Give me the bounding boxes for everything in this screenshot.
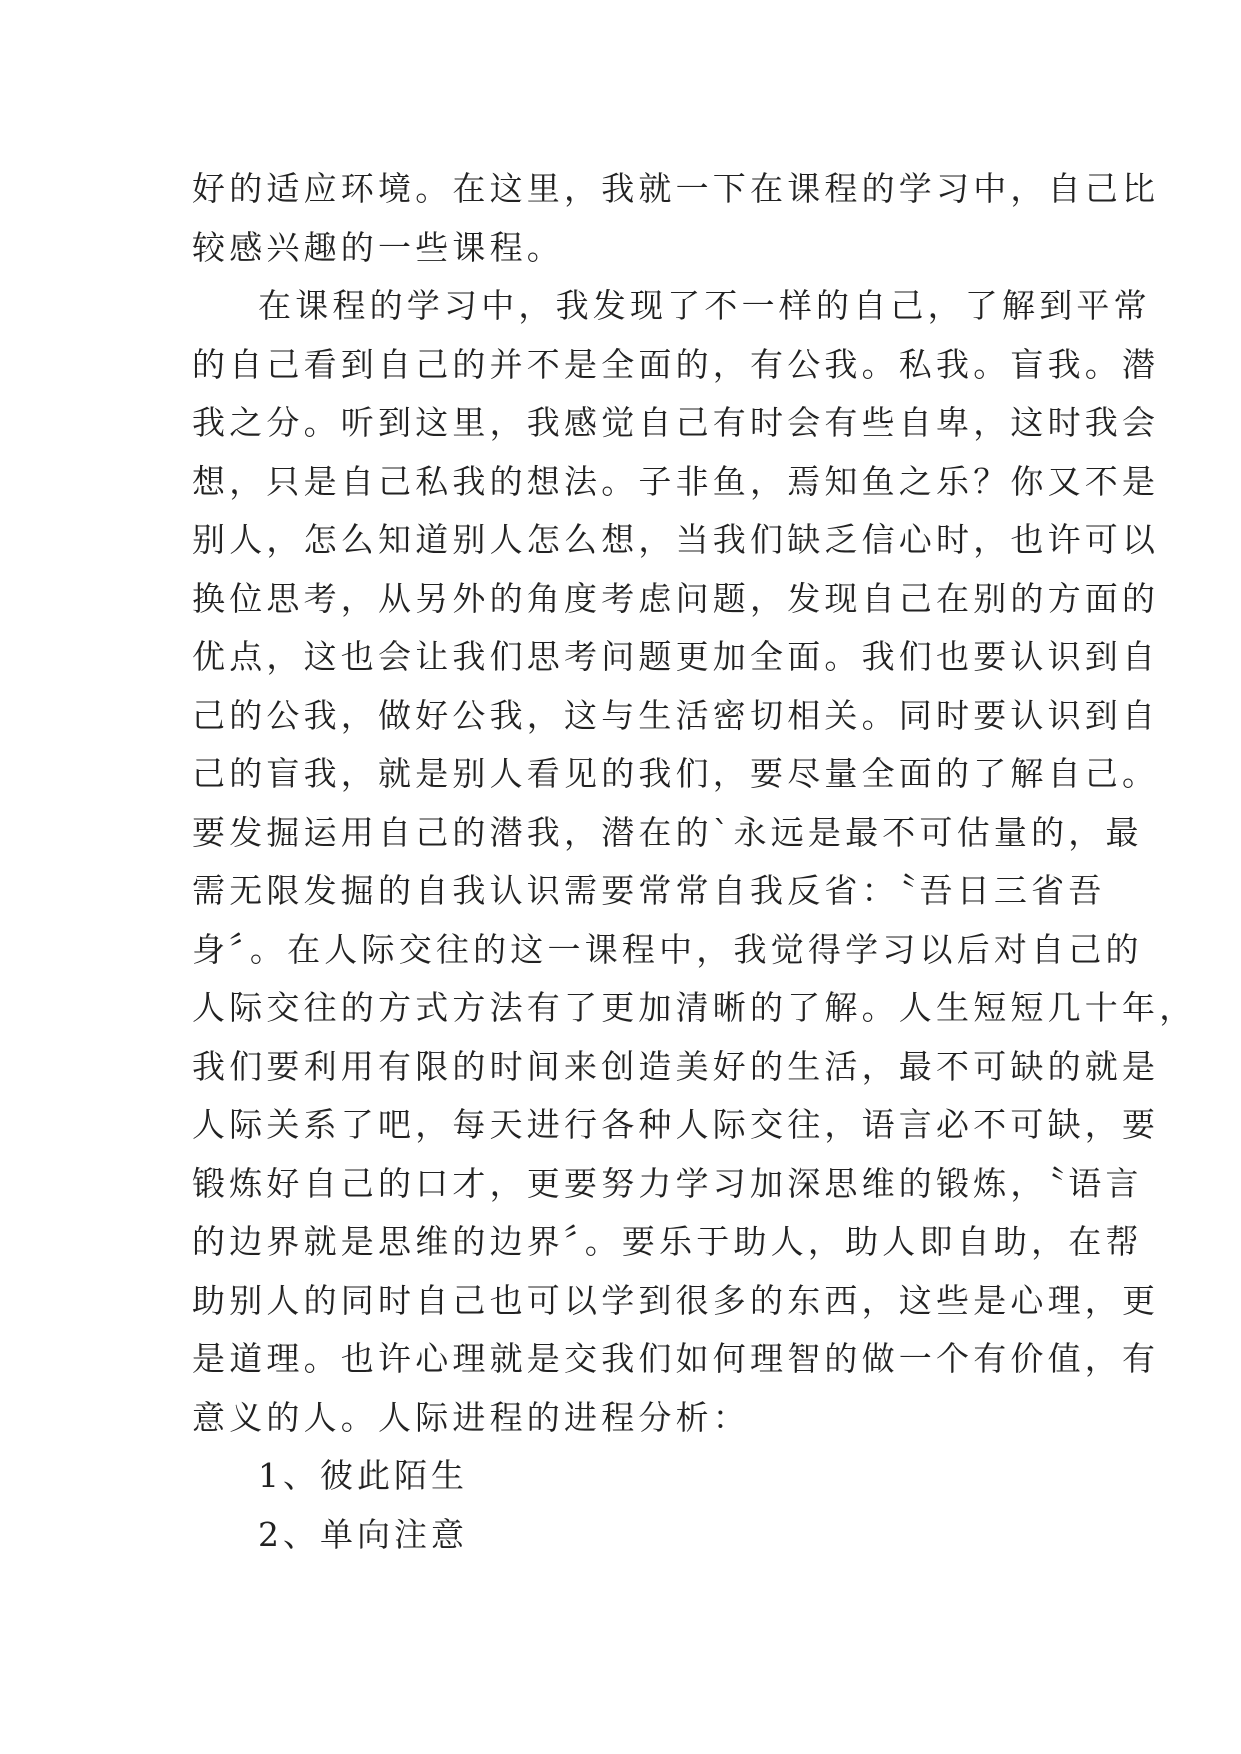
paragraph-line: 助别人的同时自己也可以学到很多的东西，这些是心理，更 [192, 1280, 1160, 1320]
paragraph-line: 想，只是自己私我的想法。子非鱼，焉知鱼之乐？你又不是 [192, 461, 1160, 501]
list-item: 2、单向注意 [258, 1514, 468, 1554]
paragraph-line: 我们要利用有限的时间来创造美好的生活，最不可缺的就是 [192, 1046, 1160, 1086]
paragraph-line: 优点，这也会让我们思考问题更加全面。我们也要认识到自 [192, 637, 1160, 676]
paragraph-line: 人际关系了吧，每天进行各种人际交往，语言必不可缺，要 [192, 1105, 1160, 1144]
paragraph-line: 意义的人。人际进程的进程分析： [192, 1397, 750, 1437]
paragraph-line: 是道理。也许心理就是交我们如何理智的做一个有价值，有 [192, 1339, 1160, 1378]
paragraph-line: 别人，怎么知道别人怎么想，当我们缺乏信心时，也许可以 [192, 520, 1160, 559]
list-item: 1、彼此陌生 [258, 1456, 468, 1495]
paragraph-line: 较感兴趣的一些课程。 [192, 227, 564, 267]
paragraph-line: 锻炼好自己的口才，更要努力学习加深思维的锻炼，〝语言 [192, 1163, 1143, 1203]
paragraph-line: 己的公我，做好公我，这与生活密切相关。同时要认识到自 [192, 695, 1160, 735]
paragraph-line: 的边界就是思维的边界〞。要乐于助人，助人即自助，在帮 [192, 1222, 1143, 1261]
paragraph-line: 人际交往的方式方法有了更加清晰的了解。人生短短几十年， [192, 988, 1197, 1027]
paragraph-line: 我之分。听到这里，我感觉自己有时会有些自卑，这时我会 [192, 403, 1160, 442]
paragraph-line: 好的适应环境。在这里，我就一下在课程的学习中，自己比 [192, 169, 1160, 208]
paragraph-line: 在课程的学习中，我发现了不一样的自己，了解到平常 [258, 286, 1151, 325]
paragraph-line: 己的盲我，就是别人看见的我们，要尽量全面的了解自己。 [192, 754, 1160, 793]
paragraph-line: 的自己看到自己的并不是全面的，有公我。私我。盲我。潜 [192, 344, 1160, 384]
body-text [192, 160, 1197, 1564]
paragraph-line: 需无限发掘的自我认识需要常常自我反省：〝吾日三省吾 [192, 871, 1106, 910]
paragraph-line: 身〞。在人际交往的这一课程中，我觉得学习以后对自己的 [192, 929, 1143, 969]
paragraph-line: 要发掘运用自己的潜我，潜在的`永远是最不可估量的，最 [192, 812, 1143, 852]
paragraph-line: 换位思考，从另外的角度考虑问题，发现自己在别的方面的 [192, 578, 1160, 618]
